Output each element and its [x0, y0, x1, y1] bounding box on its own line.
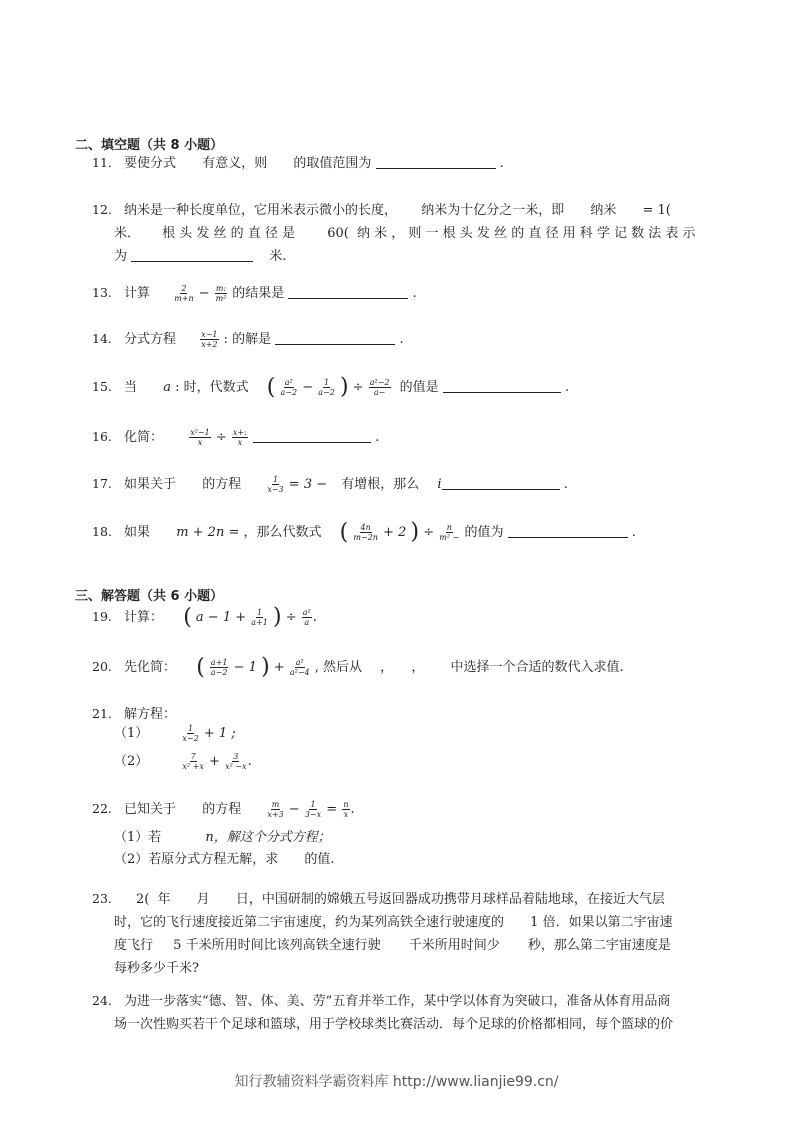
denominator: a−2	[210, 668, 228, 677]
question-text: 先化简：	[124, 660, 177, 675]
question-text: = 1(	[642, 203, 671, 218]
fraction	[182, 724, 198, 743]
question-18	[92, 519, 636, 545]
numerator: n	[343, 800, 349, 809]
operator: −	[302, 380, 314, 395]
answer-blank[interactable]	[442, 476, 560, 490]
fraction	[232, 428, 248, 447]
question-text: : 的解是	[223, 332, 272, 347]
question-text: 分式方程	[124, 332, 177, 347]
denominator: m² −	[439, 533, 460, 542]
question-number: 15.	[92, 379, 112, 394]
question-15	[92, 374, 570, 400]
question-22-sub2	[114, 848, 335, 867]
denominator: a+1	[251, 618, 268, 627]
question-21-part2	[114, 750, 252, 771]
operator: ÷	[215, 430, 227, 445]
question-11	[92, 152, 504, 171]
question-21	[92, 703, 176, 722]
numerator: m	[271, 800, 280, 809]
question-text: 米．	[114, 226, 141, 241]
question-text: 日，中国研制的嫦娥五号返回器成功携带月球样品着陆地球，在接近大气层	[235, 892, 665, 907]
numerator: 1	[272, 475, 279, 484]
question-text: 纳米是一种长度单位，它用米表示微小的长度，	[124, 203, 398, 218]
numerator: x²−1	[190, 428, 210, 437]
question-24-line2	[114, 1013, 673, 1032]
fraction	[267, 475, 283, 494]
question-text: 有增根，那么	[341, 477, 420, 492]
left-paren: (	[266, 374, 276, 400]
fraction	[189, 428, 211, 447]
question-23	[92, 888, 665, 907]
punct: .	[564, 380, 570, 395]
question-number: 20.	[92, 659, 112, 674]
question-text: （1）若	[114, 830, 162, 845]
denominator: x	[343, 810, 349, 819]
question-text: 时，它的飞行速度接近第二宇宙速度，约为某列高铁全速行驶速度的	[114, 915, 505, 930]
question-text: 60(	[327, 226, 349, 241]
question-text: 纳米	[590, 203, 617, 218]
punct: .	[247, 754, 252, 769]
question-text: 的结果是	[232, 286, 285, 301]
numerator: m:	[215, 284, 227, 293]
denominator: a−2	[280, 388, 298, 397]
question-text: : 时，代数式	[175, 380, 249, 395]
question-text: 为	[114, 249, 128, 264]
denominator: m−2n	[353, 533, 378, 542]
question-text: 已知关于	[124, 802, 177, 817]
answer-blank[interactable]	[131, 248, 253, 262]
question-text: 解方程：	[124, 707, 177, 722]
question-text: 有意义，则	[202, 156, 268, 171]
left-paren: (	[183, 604, 192, 630]
question-text: 倍．如果以第二宇宙速	[542, 915, 673, 930]
fraction	[353, 523, 378, 542]
question-text: 场一次性购买若干个足球和篮球，用于学校球类比赛活动．每个足球的价格都相同，每个篮球的价	[114, 1017, 674, 1032]
question-text: 度飞行	[114, 938, 154, 953]
numerator: 3	[233, 752, 239, 761]
numerator: 4n	[360, 523, 371, 532]
question-text: 每秒多少千米?	[114, 961, 199, 976]
left-paren: (	[339, 519, 349, 545]
fraction	[215, 284, 227, 303]
numerator: 2	[181, 284, 187, 293]
punct: .	[350, 802, 355, 817]
question-23-line4	[114, 957, 199, 976]
right-paren: )	[339, 374, 349, 400]
numerator: x−1	[201, 330, 218, 339]
question-text: 纳 米 ， 则 一 根 头 发 丝 的 直 径 用 科 学 记 数 法 表 示	[357, 226, 696, 241]
question-text: （2）若原分式方程无解，求	[114, 852, 279, 867]
math-expression: a − 1 +	[195, 610, 247, 625]
punct: .	[399, 332, 404, 347]
question-text: 的值是	[399, 380, 439, 395]
fraction	[225, 752, 246, 771]
fraction	[280, 378, 297, 397]
variable: a	[163, 380, 171, 395]
fraction	[290, 658, 310, 677]
question-number: 11.	[92, 155, 112, 170]
question-number: 16.	[92, 429, 112, 444]
question-22	[92, 798, 355, 819]
question-text: 计算：	[124, 610, 164, 625]
operator: ÷	[423, 525, 435, 540]
fraction	[342, 800, 349, 819]
question-text: 5	[173, 938, 182, 953]
section-title-fill-in: 二、填空题（共 8 小题）	[75, 138, 224, 153]
question-number: 23.	[92, 891, 112, 906]
punct: ，	[411, 660, 425, 675]
fraction	[174, 284, 193, 303]
question-text: 纳米为十亿分之一米，即	[421, 203, 565, 218]
question-12-line2	[114, 222, 696, 241]
math-expression: = 3 −	[288, 477, 328, 492]
right-paren: )	[410, 519, 420, 545]
question-24	[92, 990, 670, 1009]
numerator: a²−2	[369, 378, 390, 387]
answer-blank[interactable]	[288, 285, 408, 299]
operator: ÷	[285, 610, 297, 625]
question-text: 如果	[124, 525, 151, 540]
question-16	[92, 426, 379, 447]
question-text: 根 头 发 丝 的 直 径 是	[162, 226, 296, 241]
question-text: 的取值范围为	[293, 156, 372, 171]
numerator: 1	[323, 378, 330, 387]
fraction	[182, 752, 203, 771]
question-19	[92, 604, 317, 630]
question-text: 的值为	[464, 525, 504, 540]
answer-blank[interactable]	[376, 155, 496, 169]
numerator: 1	[257, 608, 263, 617]
question-14	[92, 328, 404, 349]
question-text: 千米所用时间比该列高铁全速行驶	[185, 938, 381, 953]
question-text: 为进一步落实“德、智、体、美、劳”五育并举工作，某中学以体育为突破口，准备从体育用品商	[124, 994, 671, 1009]
fraction	[302, 608, 312, 627]
numerator: a²	[284, 378, 293, 387]
denominator: a−2	[318, 388, 335, 397]
numerator: 1	[310, 800, 316, 809]
question-text: 中选择一个合适的数代入求值.	[450, 660, 624, 675]
fraction	[439, 523, 459, 542]
operator: −	[198, 286, 210, 301]
answer-blank[interactable]	[443, 379, 561, 393]
question-number: 22.	[92, 801, 112, 816]
part-label: （2）	[114, 754, 149, 769]
fraction	[210, 658, 229, 677]
question-number: 18.	[92, 524, 112, 539]
question-number: 13.	[92, 285, 112, 300]
right-paren: )	[272, 604, 282, 630]
operator: =	[326, 802, 338, 817]
question-text: 千米所用时间少	[408, 938, 500, 953]
question-20	[92, 654, 624, 680]
question-text: 的值.	[304, 852, 335, 867]
question-text: 要使分式	[124, 156, 177, 171]
answer-blank[interactable]	[508, 524, 628, 538]
fraction	[200, 330, 218, 349]
question-text: 的方程	[202, 477, 242, 492]
denominator: x² −x	[225, 762, 247, 771]
part-label: （1）	[114, 726, 149, 741]
denominator: m+n	[174, 294, 194, 303]
question-13	[92, 282, 417, 303]
math-expression: m + 2n =	[176, 525, 240, 540]
numerator: 7	[190, 752, 196, 761]
question-text: , 然后从	[314, 660, 363, 675]
question-12	[92, 199, 671, 218]
question-17	[92, 473, 568, 494]
denominator: m²	[215, 294, 227, 303]
denominator: 3−x	[304, 810, 322, 819]
question-text: 秒，那么第二宇宙速度是	[527, 938, 671, 953]
question-text: 的方程	[202, 802, 242, 817]
question-text: 化简：	[124, 430, 164, 445]
fraction	[369, 378, 391, 397]
question-23-line2	[114, 911, 673, 930]
variable: i	[437, 477, 442, 492]
question-23-line3	[114, 934, 671, 953]
fraction	[318, 378, 335, 397]
denominator: x−2	[182, 734, 199, 743]
operator: +	[273, 660, 285, 675]
fraction	[251, 608, 268, 627]
question-12-line3	[114, 245, 286, 264]
denominator: x² +x	[182, 762, 204, 771]
math-expression: − 1	[233, 660, 257, 675]
numerator: n	[446, 523, 452, 532]
math-expression: + 1 ;	[203, 726, 236, 741]
denominator: a−	[373, 388, 386, 397]
denominator: x+3	[267, 810, 284, 819]
question-text: 2(	[136, 892, 150, 907]
answer-blank[interactable]	[253, 429, 371, 443]
question-text: 计算	[124, 286, 151, 301]
question-number: 14.	[92, 331, 112, 346]
punct: .	[312, 610, 317, 625]
punct: .	[375, 430, 380, 445]
punct: .	[563, 477, 568, 492]
question-22-sub1	[114, 826, 331, 845]
question-number: 12.	[92, 202, 112, 217]
operator: −	[288, 802, 300, 817]
numerator: 1	[188, 724, 194, 733]
question-text: 1	[530, 915, 539, 930]
question-text: n，解这个分式方程；	[205, 830, 331, 845]
denominator: x−3	[267, 485, 284, 494]
right-paren: )	[261, 654, 270, 680]
question-text: 年	[157, 892, 171, 907]
fraction	[267, 800, 283, 819]
numerator: a+1	[210, 658, 228, 667]
question-text: 米.	[269, 249, 287, 264]
denominator: x+2	[201, 340, 218, 349]
punct: .	[631, 525, 636, 540]
numerator: a²	[302, 608, 311, 617]
question-text: 当	[124, 380, 138, 395]
operator: ÷	[352, 380, 364, 395]
operator: +	[209, 754, 220, 769]
question-number: 19.	[92, 609, 112, 624]
question-21-part1	[114, 722, 236, 743]
answer-blank[interactable]	[275, 331, 395, 345]
section-title-solve: 三、解答题（共 6 小题）	[75, 589, 224, 604]
denominator: x	[197, 438, 203, 447]
question-text: 月	[196, 892, 210, 907]
punct: .	[499, 156, 504, 171]
question-text: ，那么代数式	[243, 525, 322, 540]
denominator: a	[304, 618, 310, 627]
question-text: 如果关于	[124, 477, 177, 492]
punct: ，	[380, 660, 394, 675]
math-expression: + 2	[383, 525, 407, 540]
denominator: a²−4	[289, 668, 310, 677]
question-number: 17.	[92, 476, 112, 491]
question-number: 24.	[92, 993, 112, 1008]
left-paren: (	[196, 654, 205, 680]
numerator: a²	[295, 658, 304, 667]
denominator: x	[237, 438, 243, 447]
footer-watermark: 知行教辅资料学霸资料库 http://www.lianjie99.cn/	[234, 1074, 559, 1090]
punct: .	[412, 286, 417, 301]
numerator: x+:	[232, 428, 247, 437]
fraction	[305, 800, 321, 819]
question-number: 21.	[92, 706, 112, 721]
